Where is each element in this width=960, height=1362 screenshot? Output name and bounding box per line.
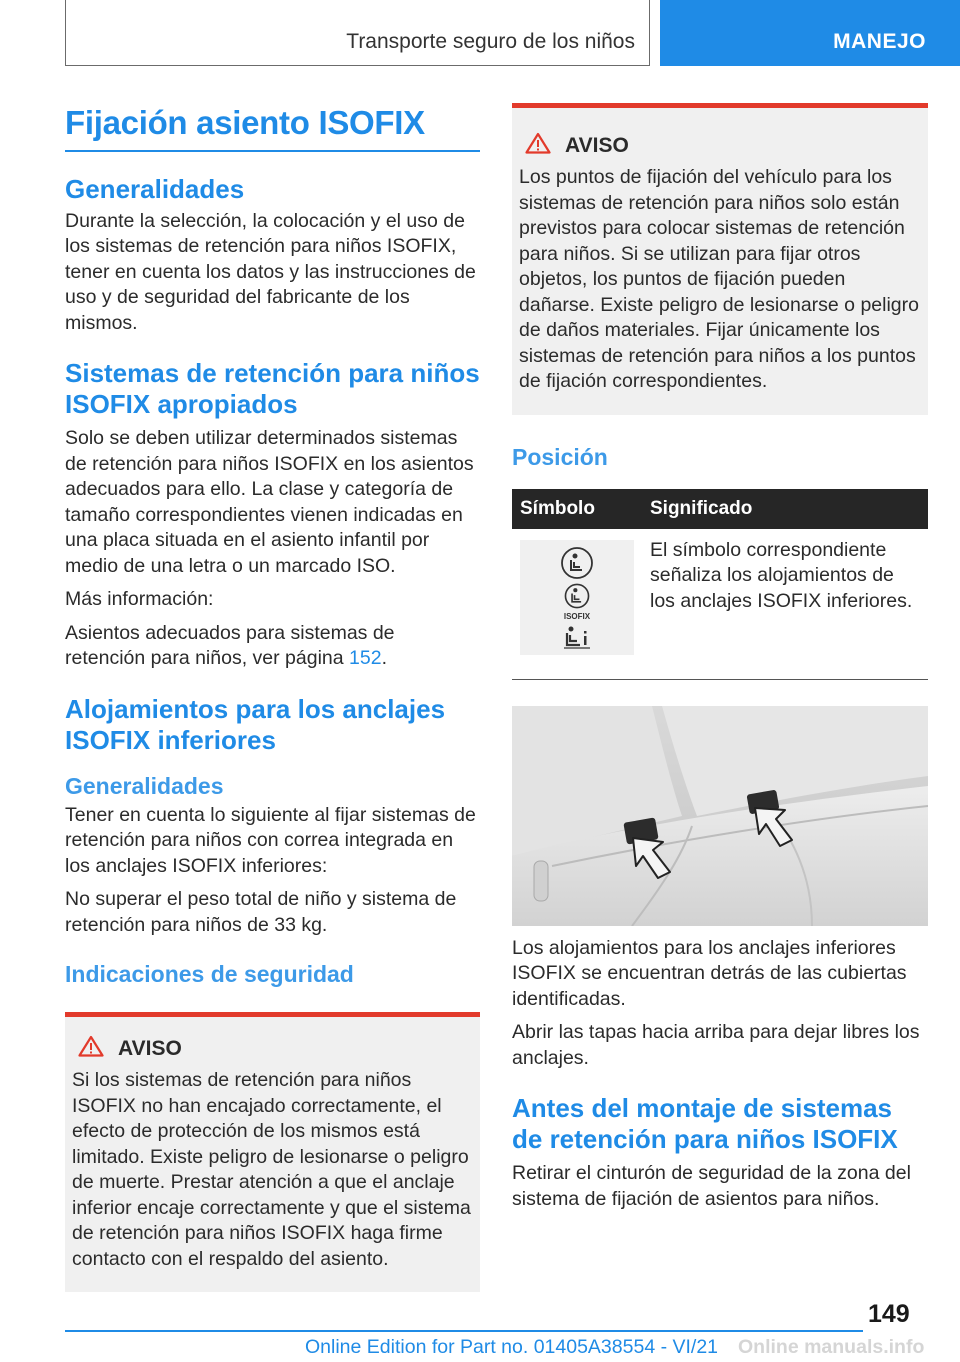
footer-brand-watermark: Online manuals.info <box>738 1336 925 1358</box>
table-bottom-rule <box>512 679 928 680</box>
title-rule <box>65 150 480 152</box>
col-meaning-header: Significado <box>642 489 928 529</box>
photo-caption-2: Abrir las tapas hacia arriba para dejar libres los anclajes. <box>512 1021 920 1069</box>
warning-header-left <box>72 1035 472 1062</box>
systems-heading: Sistemas de retención para niños ISOFIX apropiados <box>65 358 480 419</box>
isofix-label: ISOFIX <box>563 611 591 621</box>
chapter-tab[interactable] <box>660 0 960 66</box>
page-title: Fijación asiento ISOFIX <box>65 104 425 141</box>
meaning-cell <box>642 529 928 663</box>
more-info-label: Más información: <box>65 588 214 610</box>
anchors-text-2: No superar el peso total de niño y sistema de retención para niños de 33 kg. <box>65 888 457 936</box>
isofix-anchor-photo <box>512 706 928 926</box>
warning-text-left: Si los sistemas de retención para niños ISOFIX no han encajado correctamente, el efecto de protección de los mismos está limitado. Existe peligro de lesionarse o peligro de muerte. Prestar atención a que el anclaje inferior encaje correctamente y que el sistema de retención para niños ISOFIX haga firme contacto con el respaldo del asiento. <box>72 1069 471 1270</box>
warning-triangle-icon <box>525 132 551 159</box>
col-symbol-header: Símbolo <box>512 489 642 529</box>
symbol-table <box>512 489 928 663</box>
symbol-table-header <box>512 489 928 529</box>
warning-box-left <box>65 1012 480 1292</box>
header-section-box <box>65 0 650 66</box>
chapter-tab-label: MANEJO <box>833 30 926 53</box>
symbol-meaning-text: El símbolo correspondiente señaliza los alojamientos de los anclajes ISOFIX inferiores. <box>650 538 913 612</box>
general-text: Durante la selección, la colocación y el uso de los sistemas de retención para niños ISOFIX, tener en cuenta los datos y las instrucciones de uso y de seguridad del fabricante de los mismos. <box>65 209 476 334</box>
header-section-title: Transporte seguro de los niños <box>346 30 635 53</box>
general-heading: Generalidades <box>65 173 245 204</box>
anchors-text-1: Tener en cuenta lo siguiente al fijar sistemas de retención para niños con correa integrada en los anclajes ISOFIX inferiores: <box>65 803 476 877</box>
child-seat-circle-icon <box>560 546 594 580</box>
more-info-end: . <box>381 647 387 669</box>
page-reference-link[interactable]: 152 <box>349 647 382 669</box>
safety-heading: Indicaciones de seguridad <box>65 961 354 987</box>
page-number: 149 <box>868 1300 910 1328</box>
warning-text-right: Los puntos de fijación del vehículo para los sistemas de retención para niños solo están previstos para colocar sistemas de retención para niños. Si se utilizan para fijar otros objetos, los puntos de fijación pueden dañarse. Existe peligro de lesionarse o peligro de daños materiales. Fijar únicamente los sistemas de retención para niños a los puntos de fijación correspondientes. <box>519 166 919 392</box>
symbol-cell <box>512 529 642 663</box>
systems-text: Solo se deben utilizar determinados sistemas de retención para niños ISOFIX en los asientos adecuados para ello. La clase y categoría de tamaño correspondientes vienen indicadas en una placa situada en el asiento infantil por medio de una letra o un marcado ISO. <box>65 427 474 577</box>
warning-box-right <box>512 103 928 415</box>
photo-caption-1: Los alojamientos para los anclajes inferiores ISOFIX se encuentran detrás de las cubiertas identificadas. <box>512 936 907 1010</box>
position-heading: Posición <box>512 443 608 470</box>
anchors-general-heading: Generalidades <box>65 772 224 799</box>
warning-header-right <box>519 132 920 159</box>
footer-edition-text: Online Edition for Part no. 01405A38554 - VI/21 <box>305 1336 719 1358</box>
child-seat-small-icon <box>563 582 591 610</box>
before-text: Retirar el cinturón de seguridad de la zona del sistema de fijación de asientos para niños. <box>512 1162 911 1210</box>
anchors-heading: Alojamientos para los anclajes ISOFIX inferiores <box>65 693 446 755</box>
warning-triangle-icon <box>78 1035 104 1062</box>
more-info-sentence: Asientos adecuados para sistemas de retención para niños, ver página <box>65 621 395 669</box>
right-column <box>512 103 928 1220</box>
isofix-symbols <box>520 540 634 655</box>
table-row <box>512 529 928 663</box>
warning-title-left: AVISO <box>118 1036 182 1060</box>
more-info-text <box>65 621 480 672</box>
child-seat-info-icon <box>562 623 592 651</box>
left-column <box>65 103 480 1292</box>
footer-rule <box>65 1330 863 1332</box>
before-heading: Antes del montaje de sistemas de retención para niños ISOFIX <box>512 1093 898 1154</box>
warning-title-right: AVISO <box>565 133 629 157</box>
